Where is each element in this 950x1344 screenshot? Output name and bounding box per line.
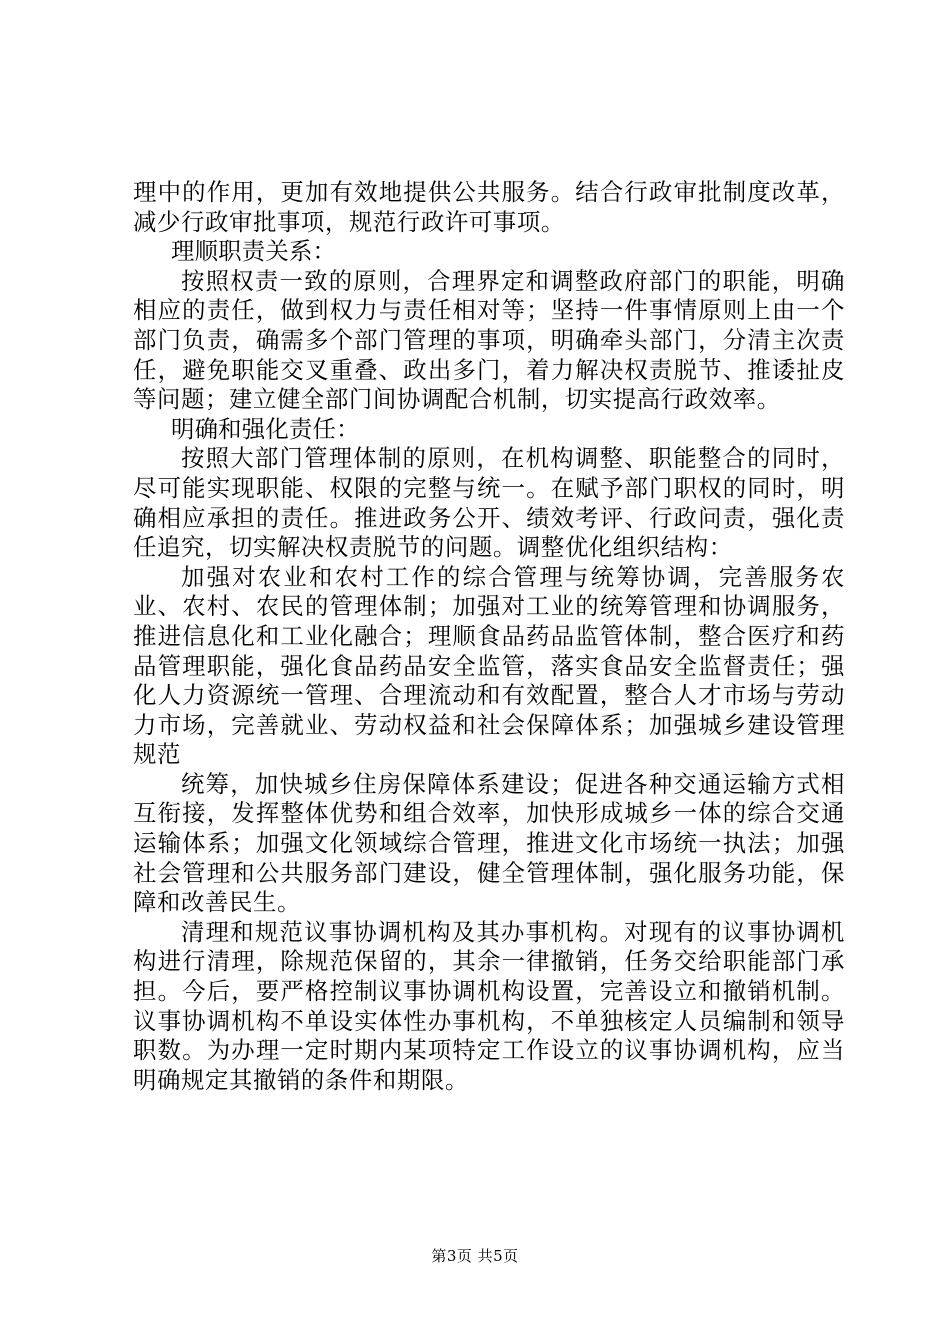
paragraph-3: 按照大部门管理体制的原则，在机构调整、职能整合的同时，尽可能实现职能、权限的完整与统一。在赋予部门职权的同时，明确相应承担的责任。推进政务公开、绩效考评、行政问责，强化责任追究，切实解决权责脱节的问题。调整优化组织结构：	[133, 444, 845, 562]
document-body	[133, 178, 845, 1095]
paragraph-4: 加强对农业和农村工作的综合管理与统筹协调，完善服务农业、农村、农民的管理体制；加强对工业的统筹管理和协调服务，推进信息化和工业化融合；理顺食品药品监管体制，整合医疗和药品管理职能，强化食品药品安全监管，落实食品安全监督责任；强化人力资源统一管理、合理流动和有效配置，整合人才市场与劳动力市场，完善就业、劳动权益和社会保障体系；加强城乡建设管理规范	[133, 562, 845, 769]
paragraph-6: 清理和规范议事协调机构及其办事机构。对现有的议事协调机构进行清理，除规范保留的，其余一律撤销，任务交给职能部门承担。今后，要严格控制议事协调机构设置，完善设立和撤销机制。议事协调机构不单设实体性办事机构，不单独核定人员编制和领导职数。为办理一定时期内某项特定工作设立的议事协调机构，应当明确规定其撤销的条件和期限。	[133, 917, 845, 1094]
page-number-footer: 第3页 共5页	[431, 1247, 519, 1265]
paragraph-1: 理中的作用，更加有效地提供公共服务。结合行政审批制度改革，减少行政审批事项，规范行政许可事项。	[133, 178, 845, 236]
section-heading-responsibility: 理顺职责关系：	[171, 237, 337, 266]
section-heading-accountability: 明确和强化责任：	[171, 414, 360, 443]
paragraph-2: 按照权责一致的原则，合理界定和调整政府部门的职能，明确相应的责任，做到权力与责任相对等；坚持一件事情原则上由一个部门负责，确需多个部门管理的事项，明确牵头部门，分清主次责任，避免职能交叉重叠、政出多门，着力解决权责脱节、推诿扯皮等问题；建立健全部门间协调配合机制，切实提高行政效率。	[133, 266, 845, 414]
paragraph-5: 统筹，加快城乡住房保障体系建设；促进各种交通运输方式相互衔接，发挥整体优势和组合效率，加快形成城乡一体的综合交通运输体系；加强文化领域综合管理，推进文化市场统一执法；加强社会管理和公共服务部门建设，健全管理体制，强化服务功能，保障和改善民生。	[133, 769, 845, 917]
